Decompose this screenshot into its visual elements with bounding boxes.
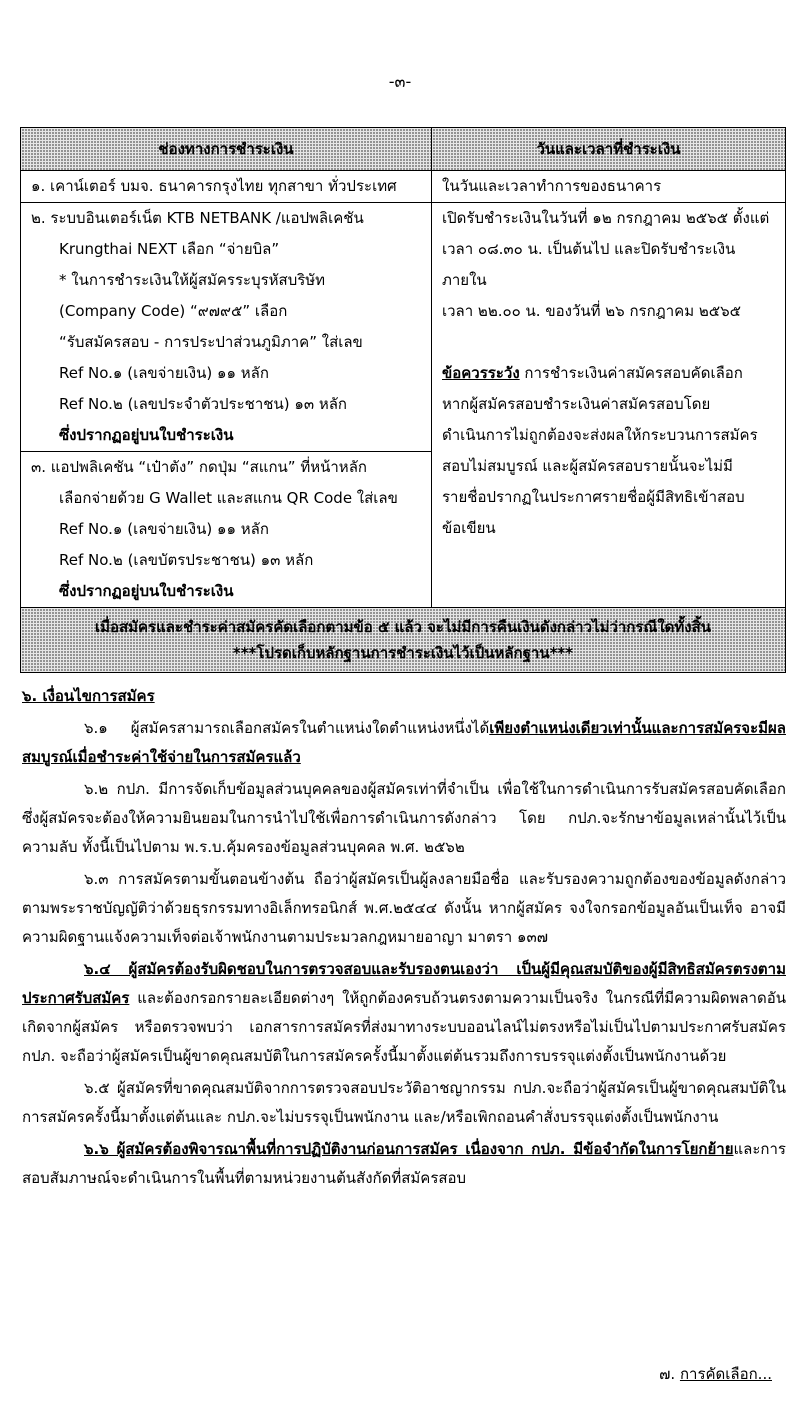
row3-bold-note: ซึ่งปรากฏอยู่บนใบชำระเงิน xyxy=(59,582,234,600)
row2-line: “รับสมัครสอบ - การประปาส่วนภูมิภาค” ใส่เลข xyxy=(59,333,363,351)
table-row xyxy=(21,171,786,203)
footer-prefix: ๗. xyxy=(659,1365,680,1383)
row1-time: ในวันและเวลาทำการของธนาคาร xyxy=(432,171,786,203)
row3-channel xyxy=(21,452,432,608)
p64-emphasis: ๖.๔ ผู้สมัครต้องรับผิดชอบในการตรวจสอบและรับรองตนเองว่า เป็นผู้มีคุณสมบัติของผู้มีสิทธิสมัครตรงตามประกาศรับสมัคร xyxy=(22,960,786,1007)
page-number: -๓- xyxy=(388,72,412,91)
p66-emphasis: ๖.๖ ผู้สมัครต้องพิจารณาพื้นที่การปฏิบัติงานก่อนการสมัคร เนื่องจาก กปภ. มีข้อจำกัดในการโยกย้าย xyxy=(84,1140,734,1158)
section-6 xyxy=(22,682,786,1196)
row3-line: Ref No.๒ (เลขบัตรประชาชน) ๑๓ หลัก xyxy=(59,551,314,569)
row3-line: เลือกจ่ายด้วย G Wallet และสแกน QR Code ใส่เลข xyxy=(59,489,398,507)
paragraph-6-1 xyxy=(22,714,786,772)
header-payment-time: วันและเวลาที่ชำระเงิน xyxy=(432,128,786,171)
paragraph-6-4 xyxy=(22,955,786,1071)
period-line: เปิดรับชำระเงินในวันที่ ๑๒ กรกฎาคม ๒๕๖๕ ตั้งแต่ xyxy=(442,209,770,227)
payment-period-cell xyxy=(432,203,786,608)
refund-note-line: เมื่อสมัครและชำระค่าสมัครคัดเลือกตามข้อ ๕ แล้ว จะไม่มีการคืนเงินดังกล่าวไม่ว่ากรณีใดทั้งสิ้น xyxy=(94,618,712,636)
row2-channel xyxy=(21,203,432,452)
paragraph-6-5: ๖.๕ ผู้สมัครที่ขาดคุณสมบัติจากการตรวจสอบประวัติอาชญากรรม กปภ.จะถือว่าผู้สมัครเป็นผู้ขาดคุณสมบัติในการสมัครครั้งนี้มาตั้งแต่ต้นและ กปภ.จะไม่บรรจุเป็นพนักงาน และ/หรือเพิกถอนคำสั่งบรรจุแต่งตั้งเป็นพนักงาน xyxy=(22,1079,786,1126)
refund-note xyxy=(21,608,786,673)
row2-line: (Company Code) “๙๗๙๕” เลือก xyxy=(59,302,288,320)
row2-bold-note: ซึ่งปรากฏอยู่บนใบชำระเงิน xyxy=(59,426,234,444)
p61-text: ๖.๑ ผู้สมัครสามารถเลือกสมัครในตำแหน่งใดตำแหน่งหนึ่งได้ xyxy=(84,719,490,737)
period-line: เวลา ๒๒.๐๐ น. ของวันที่ ๒๖ กรกฎาคม ๒๕๖๕ xyxy=(442,302,741,320)
row2-line: Ref No.๒ (เลขประจำตัวประชาชน) ๑๓ หลัก xyxy=(59,395,348,413)
caution-line: ข้อเขียน xyxy=(442,519,496,537)
caution-line: สอบไม่สมบูรณ์ และผู้สมัครสอบรายนั้นจะไม่มี xyxy=(442,457,733,475)
row1-channel: ๑. เคาน์เตอร์ บมจ. ธนาคารกรุงไทย ทุกสาขา ทั่วประเทศ xyxy=(21,171,432,203)
p66-text: และการสอบสัมภาษณ์จะดำเนินการในพื้นที่ตามหน่วยงานต้นสังกัดที่สมัครสอบ xyxy=(22,1140,786,1187)
period-line: เวลา ๐๘.๓๐ น. เป็นต้นไป และปิดรับชำระเงินภายใน xyxy=(442,240,736,289)
row2-line: Ref No.๑ (เลขจ่ายเงิน) ๑๑ หลัก xyxy=(59,364,269,382)
p64-text: และต้องกรอกรายละเอียดต่างๆ ให้ถูกต้องครบถ้วนตรงตามความเป็นจริง ในกรณีที่มีความผิดพลาดอันเกิดจากผู้สมัคร หรือตรวจพบว่า เอกสารการสมัครที่ส่งมาทางระบบออนไลน์ไม่ตรงหรือไม่เป็นไปตามประกาศรับสมัคร กปภ. จะถือว่าผู้สมัครเป็นผู้ขาดคุณสมบัติในการสมัครครั้งนี้มาตั้งแต่ต้นรวมถึงการบรรจุแต่งตั้งเป็นพนักงานด้วย xyxy=(22,989,786,1065)
p61-emphasis: เพียงตำแหน่งเดียวเท่านั้นและการสมัครจะมีผลสมบูรณ์เมื่อชำระค่าใช้จ่ายในการสมัครแล้ว xyxy=(22,719,786,766)
caution-line: หากผู้สมัครสอบชำระเงินค่าสมัครสอบโดย xyxy=(442,395,711,413)
table-header-row xyxy=(21,128,786,171)
row2-line: ๒. ระบบอินเตอร์เน็ต KTB NETBANK /แอปพลิเคชัน xyxy=(31,209,364,227)
paragraph-6-6 xyxy=(22,1135,786,1193)
row2-line: Krungthai NEXT เลือก “จ่ายบิล” xyxy=(59,240,280,258)
payment-table xyxy=(20,127,786,673)
row3-line: ๓. แอปพลิเคชัน “เป๋าตัง” กดปุ่ม “สแกน” ที่หน้าหลัก xyxy=(31,458,367,476)
section-heading: ๖. เงื่อนไขการสมัคร xyxy=(22,687,155,705)
caution-line: การชำระเงินค่าสมัครสอบคัดเลือก xyxy=(519,364,743,382)
table-row xyxy=(21,203,786,452)
next-page-footer xyxy=(659,1362,772,1386)
paragraph-6-3: ๖.๓ การสมัครตามขั้นตอนข้างต้น ถือว่าผู้สมัครเป็นผู้ลงลายมือชื่อ และรับรองความถูกต้องของข้อมูลดังกล่าว ตามพระราชบัญญัติว่าด้วยธุรกรรมทางอิเล็กทรอนิกส์ พ.ศ.๒๕๔๔ ดังนั้น หากผู้สมัคร จงใจกรอกข้อมูลอันเป็นเท็จ อาจมีความผิดฐานแจ้งความเท็จต่อเจ้าพนักงานตามประมวลกฎหมายอาญา มาตรา ๑๓๗ xyxy=(22,870,786,946)
caution-label: ข้อควรระวัง xyxy=(442,364,520,382)
caution-line: ดำเนินการไม่ถูกต้องจะส่งผลให้กระบวนการสมัคร xyxy=(442,426,758,444)
header-payment-channel: ช่องทางการชำระเงิน xyxy=(21,128,432,171)
refund-note-line: ***โปรดเก็บหลักฐานการชำระเงินไว้เป็นหลักฐาน*** xyxy=(232,644,574,662)
caution-line: รายชื่อปรากฏในประกาศรายชื่อผู้มีสิทธิเข้าสอบ xyxy=(442,488,745,506)
table-note-row xyxy=(21,608,786,673)
next-section-link: การคัดเลือก... xyxy=(679,1365,772,1383)
row3-line: Ref No.๑ (เลขจ่ายเงิน) ๑๑ หลัก xyxy=(59,520,269,538)
paragraph-6-2: ๖.๒ กปภ. มีการจัดเก็บข้อมูลส่วนบุคคลของผู้สมัครเท่าที่จำเป็น เพื่อใช้ในการดำเนินการรับสมัครสอบคัดเลือก ซึ่งผู้สมัครจะต้องให้ความยินยอมในการนำไปใช้เพื่อการดำเนินการดังกล่าว โดย กปภ.จะรักษาข้อมูลเหล่านั้นไว้เป็นความลับ ทั้งนี้เป็นไปตาม พ.ร.บ.คุ้มครองข้อมูลส่วนบุคคล พ.ศ. ๒๕๖๒ xyxy=(22,780,786,856)
row2-line: * ในการชำระเงินให้ผู้สมัครระบุรหัสบริษัท xyxy=(59,271,326,289)
